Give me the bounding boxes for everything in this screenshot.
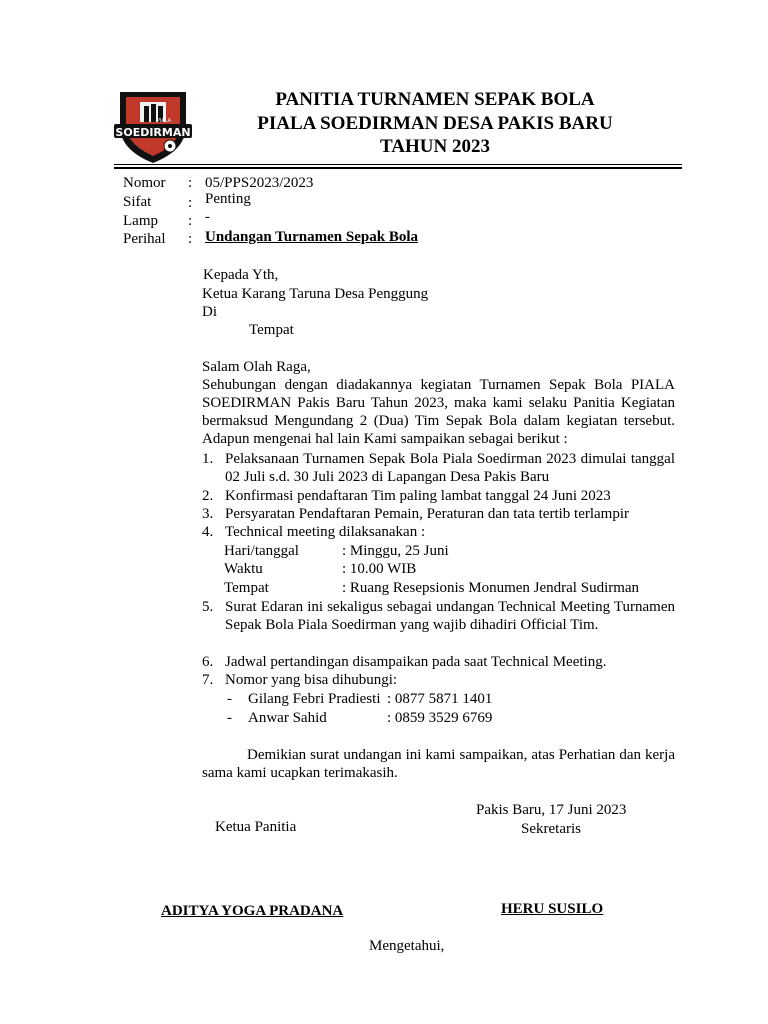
- letterhead-divider: [114, 164, 682, 169]
- meta-label-nomor: Nomor: [123, 175, 166, 191]
- meta-colon: :: [188, 175, 193, 191]
- contact-phone: : 0877 5871 1401: [387, 691, 493, 707]
- meeting-value-date: : Minggu, 25 Juni: [342, 543, 449, 559]
- contact-dash: -: [227, 710, 232, 726]
- contact-dash: -: [227, 691, 232, 707]
- letterhead-line-1: PANITIA TURNAMEN SEPAK BOLA: [275, 89, 595, 110]
- meta-colon: :: [188, 213, 193, 229]
- item-text: Nomor yang bisa dihubungi:: [225, 672, 398, 688]
- signature-role-chairman: Ketua Panitia: [215, 819, 297, 835]
- meta-value-nomor: 05/PPS2023/2023: [205, 175, 314, 191]
- signature-name-secretary: HERU SUSILO: [501, 901, 604, 917]
- meeting-value-place: : Ruang Resepsionis Monumen Jendral Sudirman: [342, 580, 640, 596]
- item-text: Jadwal pertandingan disampaikan pada saat Technical Meeting.: [225, 654, 607, 670]
- item-number: 3.: [202, 506, 214, 522]
- signature-role-secretary: Sekretaris: [521, 821, 581, 837]
- recipient-line-1: Kepada Yth,: [203, 267, 279, 283]
- greeting: Salam Olah Raga,: [202, 359, 311, 375]
- item-number: 7.: [202, 672, 214, 688]
- item-number: 1.: [202, 451, 214, 467]
- recipient-line-2: Ketua Karang Taruna Desa Penggung: [202, 286, 429, 302]
- contact-phone: : 0859 3529 6769: [387, 710, 493, 726]
- item-text: Surat Edaran ini sekaligus sebagai undangan Technical Meeting Turnamen Sepak Bola Piala Soedirman yang wajib dihadiri Official Tim.: [225, 599, 675, 633]
- contact-name: Anwar Sahid: [248, 710, 327, 726]
- piala-soedirman-logo: [110, 86, 196, 166]
- intro-paragraph: Sehubungan dengan diadakannya kegiatan Turnamen Sepak Bola PIALA SOEDIRMAN Pakis Baru Tahun 2023, maka kami selaku Panitia Kegiatan bermaksud Mengundang 2 (Dua) Tim Sepak Bola dalam kegiatan tersebut. Adapun mengenai hal lain Kami sampaikan sebagai berikut :: [202, 377, 675, 447]
- place-date: Pakis Baru, 17 Juni 2023: [476, 802, 627, 818]
- item-text: Technical meeting dilaksanakan :: [225, 524, 426, 540]
- meta-label-lamp: Lamp: [123, 213, 158, 229]
- recipient-line-4: Tempat: [249, 322, 294, 338]
- meeting-label-time: Waktu: [224, 561, 263, 577]
- meta-label-perihal: Perihal: [123, 231, 166, 247]
- item-number: 2.: [202, 488, 214, 504]
- meta-label-sifat: Sifat: [123, 194, 152, 210]
- item-number: 5.: [202, 599, 214, 615]
- meta-value-perihal: Undangan Turnamen Sepak Bola: [205, 229, 419, 245]
- meta-colon: :: [188, 231, 193, 247]
- contact-name: Gilang Febri Pradiesti: [248, 691, 381, 707]
- item-number: 6.: [202, 654, 214, 670]
- item-number: 4.: [202, 524, 214, 540]
- meta-colon: :: [188, 195, 193, 211]
- recipient-line-3: Di: [202, 304, 217, 320]
- logo-text-main: SOEDIRMAN: [115, 126, 191, 139]
- item-text: Pelaksanaan Turnamen Sepak Bola Piala Soedirman 2023 dimulai tanggal 02 Juli s.d. 30 Juli 2023 di Lapangan Desa Pakis Baru: [225, 451, 675, 485]
- item-text: Persyaratan Pendaftaran Pemain, Peraturan dan tata tertib terlampir: [225, 506, 630, 522]
- closing-paragraph: Demikian surat undangan ini kami sampaikan, atas Perhatian dan kerja sama kami ucapkan terimakasih.: [202, 747, 675, 781]
- signature-name-chairman: ADITYA YOGA PRADANA: [161, 903, 344, 919]
- meeting-label-place: Tempat: [224, 580, 269, 596]
- meta-value-sifat: Penting: [205, 191, 251, 207]
- item-text: Konfirmasi pendaftaran Tim paling lambat tanggal 24 Juni 2023: [225, 488, 611, 504]
- meta-value-lamp: -: [205, 209, 210, 225]
- letterhead-line-3: TAHUN 2023: [380, 136, 490, 157]
- logo-text-small: PIALA: [156, 118, 172, 124]
- letterhead-line-2: PIALA SOEDIRMAN DESA PAKIS BARU: [257, 113, 613, 134]
- meeting-value-time: : 10.00 WIB: [342, 561, 417, 577]
- meeting-label-date: Hari/tanggal: [224, 543, 299, 559]
- acknowledged-label: Mengetahui,: [369, 938, 445, 954]
